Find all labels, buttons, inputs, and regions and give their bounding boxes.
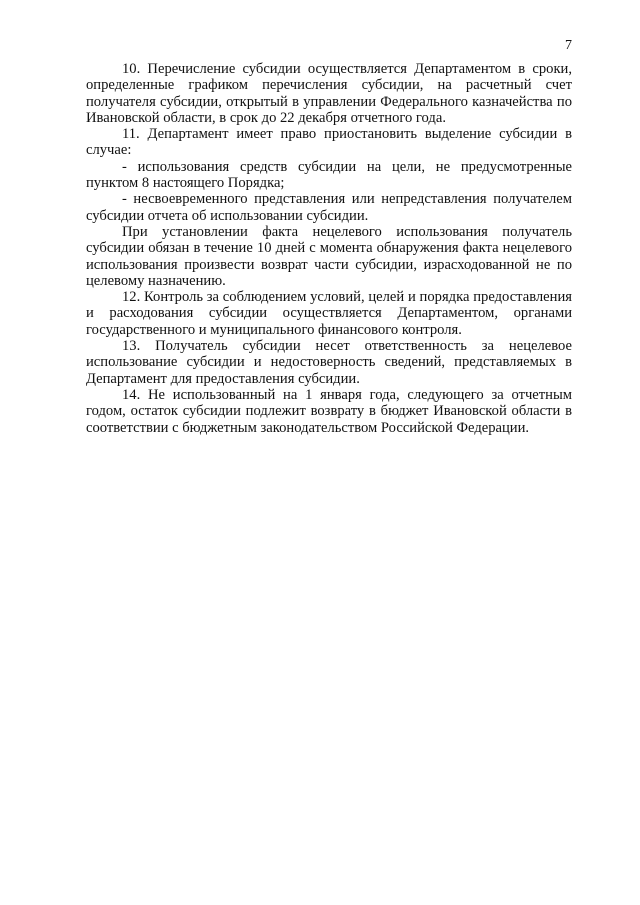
paragraph-11-suspension-right: 11. Департамент имеет право приостановить выделение субсидии в случае: xyxy=(86,126,572,159)
suspension-case-report: - несвоевременного представления или непредставления получателем субсидии отчета об использовании субсидии. xyxy=(86,191,572,224)
suspension-case-misuse: - использования средств субсидии на цели, не предусмотренные пунктом 8 настоящего Порядка; xyxy=(86,158,572,192)
paragraph-refund-on-misuse: При установлении факта нецелевого использования получатель субсидии обязан в течение 10 дней с момента обнаружения факта нецелевого использования произвести возврат части субсидии, израсходованной не по целевому назначению. xyxy=(86,223,572,289)
document-body xyxy=(86,61,572,436)
page-number: 7 xyxy=(565,38,572,53)
paragraph-10-transfer-of-subsidy: 10. Перечисление субсидии осуществляется Департаментом в сроки, определенные графиком перечисления субсидии, на расчетный счет получателя субсидии, открытый в управлении Федерального казначейства по Ивановской области, в срок до 22 декабря отчетного года. xyxy=(86,61,572,126)
paragraph-12-control: 12. Контроль за соблюдением условий, целей и порядка предоставления и расходования субсидии осуществляется Департаментом, органами государственного и муниципального финансового контроля. xyxy=(86,289,572,338)
paragraph-14-unused-balance: 14. Не использованный на 1 января года, следующего за отчетным годом, остаток субсидии подлежит возврату в бюджет Ивановской области в соответствии с бюджетным законодательством Российской Федерации. xyxy=(86,386,572,436)
paragraph-13-responsibility: 13. Получатель субсидии несет ответственность за нецелевое использование субсидии и недостоверность сведений, представляемых в Департамент для предоставления субсидии. xyxy=(86,338,572,387)
